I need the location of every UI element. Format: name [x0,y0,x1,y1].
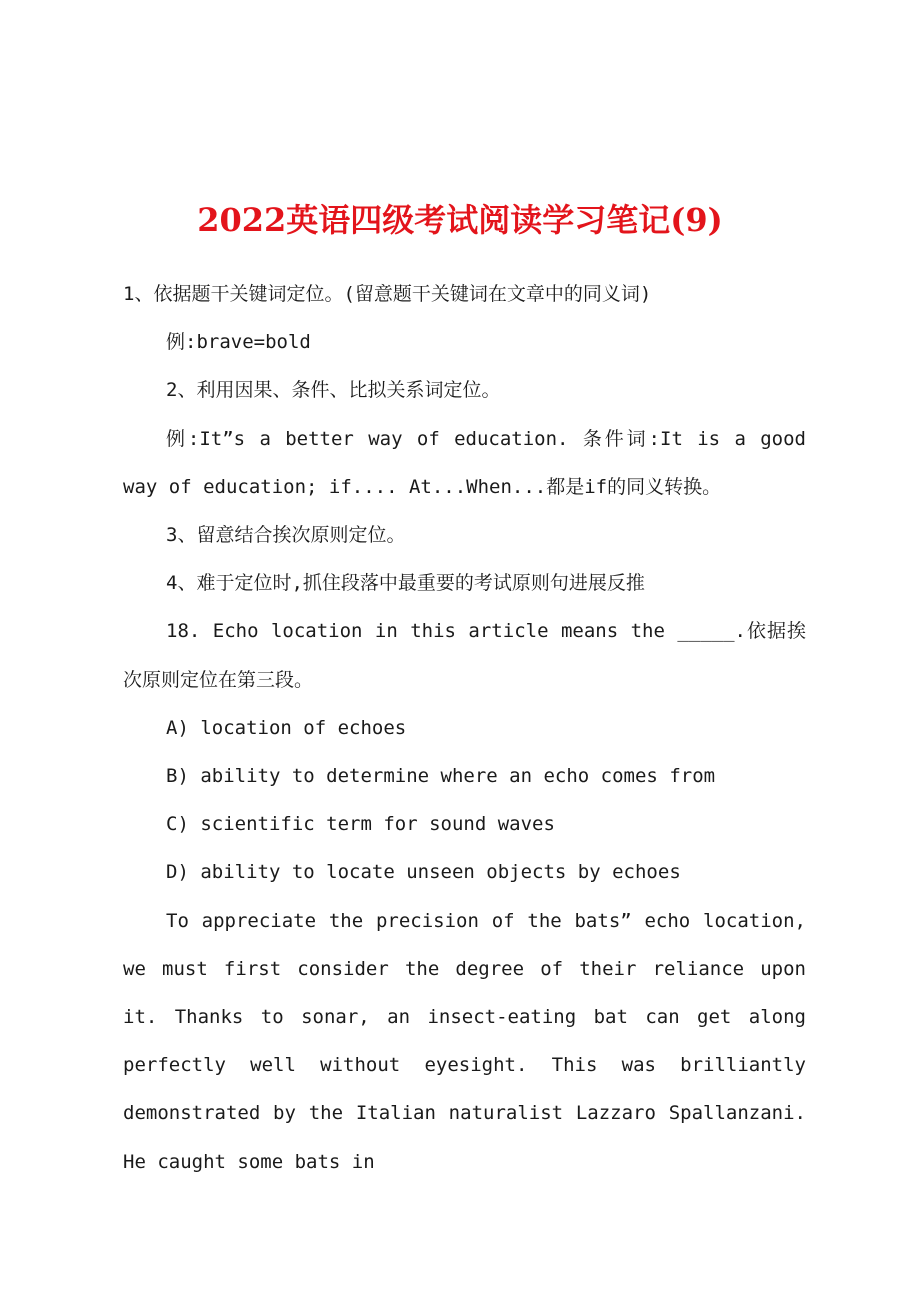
document-title: 2022英语四级考试阅读学习笔记(9) [197,201,723,239]
tip-3: 3、留意结合挨次原则定位。 [166,524,406,547]
option-c: C) scientific term for sound waves [166,813,555,836]
tip-2: 2、利用因果、条件、比拟关系词定位。 [166,379,501,402]
passage-paragraph: To appreciate the precision of the bats” echo location, we must first consider the degree of their reliance upon it. Thanks to sonar, an insect-eating bat can get along perfectly well without eyesight. This was brilliantly demonstrated by the Italian naturalist Lazzaro Spallanzani. He caught some bats in [123,909,806,1173]
tip-1: 1、依据题干关键词定位。(留意题干关键词在文章中的同义词) [123,283,652,305]
tip-2-example: 例:It”s a better way of education. 条件词:It is a good way of education; if.... At...When...都是if的同义转换。 [123,427,806,498]
option-d: D) ability to locate unseen objects by echoes [166,861,681,884]
option-b: B) ability to determine where an echo comes from [166,765,716,788]
tip-4: 4、难于定位时,抓住段落中最重要的考试原则句进展反推 [166,572,645,595]
tip-1-example: 例:brave=bold [166,331,311,354]
question-18: 18. Echo location in this article means the _____.依据挨次原则定位在第三段。 [123,620,806,691]
option-a: A) location of echoes [166,716,407,739]
document-body [123,270,806,1186]
